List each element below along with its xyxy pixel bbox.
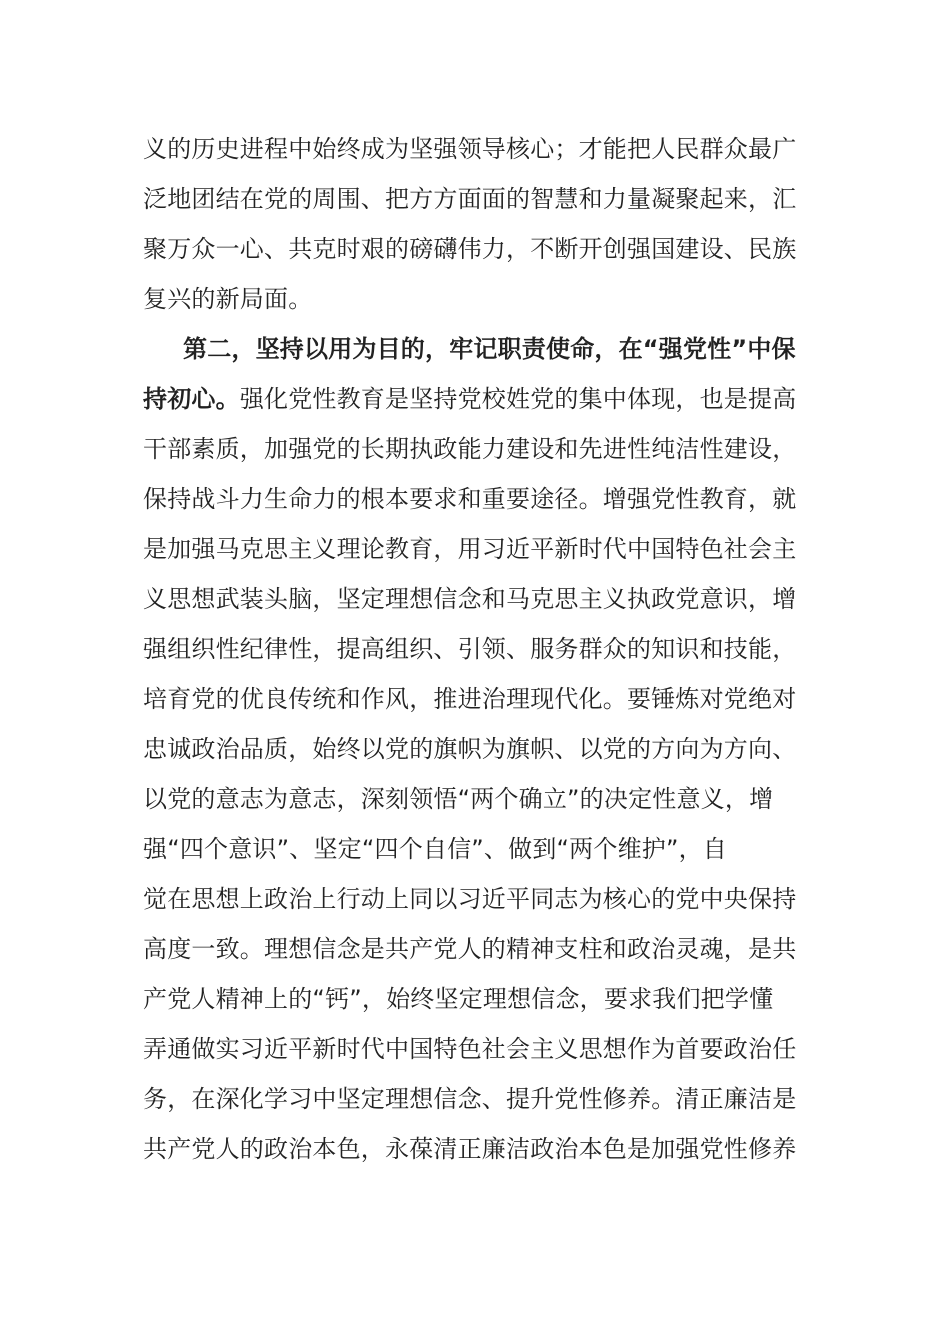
document-body [143,124,803,1174]
paragraph1-line-2: 泛地团结在党的周围、把方方面面的智慧和力量凝聚起来，汇 [143,185,797,213]
paragraph2-heading-line-1: 第二，坚持以用为目的，牢记职责使命，在“强党性”中保 [183,335,796,363]
paragraph2-line-10: 以党的意志为意志，深刻领悟“两个确立”的决定性意义，增 [143,785,774,813]
paragraph2-line-5: 是加强马克思主义理论教育，用习近平新时代中国特色社会主 [143,535,797,563]
paragraph2-line-16: 务，在深化学习中坚定理想信念、提升党性修养。清正廉洁是 [143,1085,797,1113]
paragraph2-heading-end: 持初心。 [143,385,240,413]
paragraph2-line-14: 产党人精神上的“钙”，始终坚定理想信念，要求我们把学懂 [143,985,774,1013]
paragraph2-line-11: 强“四个意识”、坚定“四个自信”、做到“两个维护”，自 [143,835,727,863]
paragraph2-line-7: 强组织性纪律性，提高组织、引领、服务群众的知识和技能， [143,635,797,663]
paragraph2-line-8: 培育党的优良传统和作风，推进治理现代化。要锤炼对党绝对 [143,685,797,713]
paragraph2-line-12: 觉在思想上政治上行动上同以习近平同志为核心的党中央保持 [143,885,797,913]
paragraph1-line-4: 复兴的新局面。 [143,285,313,313]
paragraph2-line-15: 弄通做实习近平新时代中国特色社会主义思想作为首要政治任 [143,1035,797,1063]
paragraph2-line-9: 忠诚政治品质，始终以党的旗帜为旗帜、以党的方向为方向、 [143,735,797,763]
paragraph2-line-3: 干部素质，加强党的长期执政能力建设和先进性纯洁性建设， [143,435,797,463]
paragraph1-line-3: 聚万众一心、共克时艰的磅礴伟力，不断开创强国建设、民族 [143,235,797,263]
paragraph2-line-17: 共产党人的政治本色，永葆清正廉洁政治本色是加强党性修养 [143,1135,797,1163]
paragraph2-line-13: 高度一致。理想信念是共产党人的精神支柱和政治灵魂，是共 [143,935,797,963]
paragraph2-line-2 [143,374,803,424]
paragraph1-line-1: 义的历史进程中始终成为坚强领导核心；才能把人民群众最广 [143,135,797,163]
paragraph2-line-6: 义思想武装头脑，坚定理想信念和马克思主义执政党意识，增 [143,585,797,613]
paragraph2-line-4: 保持战斗力生命力的根本要求和重要途径。增强党性教育，就 [143,485,797,513]
paragraph2-line-2-text: 强化党性教育是坚持党校姓党的集中体现，也是提高 [239,385,797,413]
